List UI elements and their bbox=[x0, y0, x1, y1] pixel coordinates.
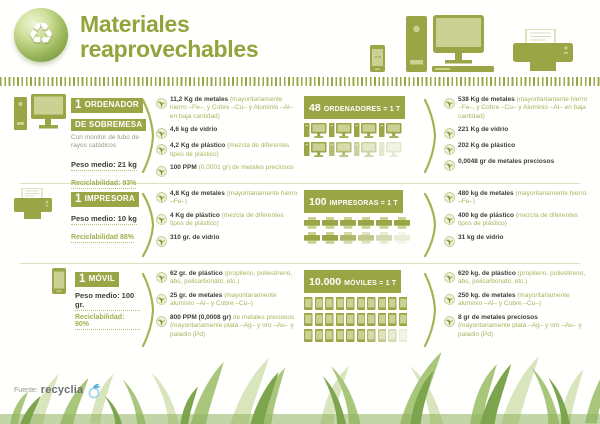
reciclabilidad: Reciclabilidad: 90% bbox=[75, 314, 140, 330]
material-item bbox=[444, 292, 588, 309]
sprout-leaf-icon bbox=[444, 126, 455, 137]
row-separator bbox=[20, 263, 580, 264]
desktop-computer-icon bbox=[14, 94, 66, 190]
chevron-right-icon bbox=[422, 94, 436, 181]
phone-icon bbox=[399, 329, 408, 342]
section-ordenador bbox=[0, 94, 600, 187]
smartphone-icon bbox=[14, 268, 70, 331]
material-item bbox=[444, 158, 588, 169]
ton-materials-list bbox=[436, 270, 594, 344]
phone-icon bbox=[304, 313, 313, 326]
printer-icon bbox=[376, 232, 392, 244]
ton-materials-list bbox=[436, 190, 594, 250]
sprout-leaf-icon bbox=[444, 292, 455, 303]
peso-medio: Peso medio: 100 gr. bbox=[75, 291, 140, 311]
sprout-leaf-icon bbox=[156, 314, 167, 325]
phone-icon bbox=[346, 313, 355, 326]
phone-icon bbox=[304, 297, 313, 310]
chevron-right-icon bbox=[422, 188, 436, 265]
sprout-leaf-icon bbox=[444, 212, 455, 223]
printer-icon bbox=[304, 217, 320, 229]
material-item bbox=[156, 314, 298, 339]
phone-icon bbox=[378, 329, 387, 342]
printer-icon bbox=[376, 217, 392, 229]
sprout-leaf-icon bbox=[444, 314, 455, 325]
tower-icon bbox=[406, 16, 427, 72]
chevron-right-icon bbox=[422, 268, 436, 355]
material-item bbox=[444, 270, 588, 287]
computer-icon bbox=[304, 142, 327, 158]
sprout-leaf-icon bbox=[444, 158, 455, 169]
material-text: 202 Kg de plástico bbox=[458, 142, 516, 150]
sprout-leaf-icon bbox=[156, 234, 167, 245]
equivalence-badge: 100 IMPRESORAS = 1 T bbox=[304, 190, 403, 213]
printer-icon bbox=[358, 217, 374, 229]
material-item bbox=[156, 270, 298, 287]
phone-icon bbox=[325, 297, 334, 310]
phone-icon bbox=[315, 329, 324, 342]
material-text: 480 kg de metales (mayoritariamente hierro –Fe–) bbox=[458, 190, 587, 206]
row-label: 1 MÓVIL bbox=[75, 272, 119, 287]
phone-icon bbox=[388, 297, 397, 310]
material-text: 100 PPM (0,0001 gr) de metales preciosos bbox=[170, 164, 294, 172]
phone-icon bbox=[388, 329, 397, 342]
material-text: 8 gr de metales preciosos (mayoritariamente plata –Ag– y oro –Au– y paladio (Pd) bbox=[458, 313, 582, 338]
recycle-arrows-glyph: ♻ bbox=[27, 18, 55, 51]
sprout-leaf-icon bbox=[156, 126, 167, 137]
material-item bbox=[444, 190, 588, 207]
material-text: 4,2 Kg de plástico (mezcla de diferentes tipos de plástico) bbox=[170, 142, 290, 158]
sprout-leaf-icon bbox=[156, 96, 167, 107]
phone-icon bbox=[336, 329, 345, 342]
material-item bbox=[444, 314, 588, 339]
phone-icon bbox=[315, 313, 324, 326]
computer-icon bbox=[379, 142, 402, 158]
equivalence-grid bbox=[304, 217, 418, 247]
peso-medio: Peso medio: 21 kg bbox=[71, 159, 137, 169]
material-text: 400 kg de plástico (mezcla de diferentes tipos de plástico) bbox=[458, 211, 578, 228]
row-label: 1 ORDENADOR bbox=[71, 98, 143, 113]
equivalence-column bbox=[304, 94, 422, 161]
chevron-right-icon bbox=[140, 268, 154, 355]
material-text: 538 Kg de metales (mayoritariamente hierro –Fe–, y Cobre –Cu– y Aluminio –Al– en baja cantidad) bbox=[458, 96, 588, 120]
phone-icon bbox=[399, 313, 408, 326]
material-item bbox=[156, 164, 298, 175]
material-text: 62 gr. de plástico (propileno, poliestireno, abs, policarbonato, etc.) bbox=[170, 270, 293, 286]
unit-materials-list bbox=[154, 270, 304, 344]
sprout-leaf-icon bbox=[156, 292, 167, 303]
material-text: 31 kg de vidrio bbox=[458, 233, 504, 241]
chevron-right-icon bbox=[140, 188, 154, 265]
material-item bbox=[156, 212, 298, 229]
phone-icon bbox=[336, 313, 345, 326]
phone-icon bbox=[378, 297, 387, 310]
phone-icon bbox=[336, 297, 345, 310]
row-sublabel: Con monitor de tubo de rayos catódicos bbox=[71, 134, 139, 150]
unit-materials-list bbox=[154, 190, 304, 250]
material-text: 221 Kg de vidrio bbox=[458, 126, 509, 134]
material-item bbox=[444, 212, 588, 229]
material-item bbox=[444, 234, 588, 245]
computer-icon bbox=[329, 123, 352, 139]
computer-icon bbox=[354, 142, 377, 158]
phone-icon bbox=[357, 297, 366, 310]
equivalence-badge: 48 ORDENADORES = 1 T bbox=[304, 96, 405, 119]
ordenador-summary bbox=[0, 94, 143, 190]
phone-icon bbox=[346, 297, 355, 310]
material-item bbox=[156, 190, 298, 207]
sprout-leaf-icon bbox=[444, 234, 455, 245]
material-item bbox=[444, 142, 588, 153]
phone-icon bbox=[325, 329, 334, 342]
sprout-leaf-icon bbox=[444, 190, 455, 201]
printer-icon bbox=[322, 232, 338, 244]
unit-materials-list bbox=[154, 96, 304, 180]
source-label: Fuente: bbox=[14, 386, 38, 394]
phone-icon bbox=[367, 297, 376, 310]
sprout-leaf-icon bbox=[444, 96, 455, 107]
chevron-right-icon bbox=[140, 94, 154, 181]
sprout-leaf-icon bbox=[156, 270, 167, 281]
ton-materials-list bbox=[436, 96, 594, 174]
printer-icon bbox=[394, 217, 410, 229]
material-item bbox=[156, 292, 298, 309]
phone-icon bbox=[357, 329, 366, 342]
phone-icon bbox=[367, 313, 376, 326]
material-item bbox=[156, 96, 298, 121]
peso-medio: Peso medio: 10 kg bbox=[71, 214, 137, 223]
recyclia-bird-logo bbox=[86, 381, 104, 399]
printer-icon bbox=[340, 232, 356, 244]
section-movil bbox=[0, 268, 600, 356]
equivalence-column bbox=[304, 188, 422, 247]
printer-icon bbox=[340, 217, 356, 229]
sprout-leaf-icon bbox=[156, 212, 167, 223]
equivalence-column bbox=[304, 268, 422, 345]
phone-icon bbox=[357, 313, 366, 326]
page-title bbox=[80, 12, 258, 62]
reciclabilidad: Reciclabilidad 88% bbox=[71, 234, 135, 241]
material-text: 620 kg. de plástico (propileno, poliestireno, abs, policarbonato, etc.) bbox=[458, 270, 586, 286]
material-text: 4,6 kg de vidrio bbox=[170, 126, 218, 134]
material-item bbox=[444, 126, 588, 137]
source-credit bbox=[14, 381, 104, 399]
phone-icon bbox=[315, 297, 324, 310]
section-impresora bbox=[0, 188, 600, 262]
phone-icon bbox=[304, 329, 313, 342]
row-label: 1 IMPRESORA bbox=[71, 192, 139, 207]
computer-icon bbox=[329, 142, 352, 158]
printer-icon bbox=[304, 232, 320, 244]
phone-icon bbox=[378, 313, 387, 326]
phone-icon bbox=[325, 313, 334, 326]
smartphone-icon bbox=[370, 45, 385, 72]
equivalence-badge: 10.000 MÓVILES = 1 T bbox=[304, 270, 401, 293]
phone-icon bbox=[346, 329, 355, 342]
sprout-leaf-icon bbox=[444, 270, 455, 281]
material-item bbox=[156, 142, 298, 159]
title-line2: reaprovechables bbox=[80, 35, 259, 62]
source-brand: recyclia bbox=[40, 384, 84, 396]
movil-summary bbox=[0, 268, 140, 331]
material-text: 25 gr. de metales (mayoritariamente aluminio –Al– y Cobre –Cu–) bbox=[170, 291, 277, 308]
equivalence-grid bbox=[304, 123, 418, 161]
material-text: 4 Kg de plástico (mezcla de diferentes tipos de plástico) bbox=[170, 211, 284, 228]
sprout-leaf-icon bbox=[444, 142, 455, 153]
printer-icon bbox=[358, 232, 374, 244]
material-text: 250 kg. de metales (mayoritariamente aluminio –Al– y Cobre –Cu–) bbox=[458, 291, 570, 308]
computer-icon bbox=[304, 123, 327, 139]
computer-icon bbox=[379, 123, 402, 139]
printer-icon bbox=[322, 217, 338, 229]
title-line1: Materiales bbox=[80, 11, 190, 37]
divider-ticker bbox=[0, 77, 600, 86]
phone-icon bbox=[388, 313, 397, 326]
printer-icon bbox=[14, 188, 66, 244]
material-text: 4,8 Kg de metales (mayoritariamente hierro –Fe–) bbox=[170, 190, 298, 206]
sprout-leaf-icon bbox=[156, 164, 167, 175]
impresora-summary bbox=[0, 188, 140, 244]
phone-icon bbox=[399, 297, 408, 310]
printer-icon bbox=[394, 232, 410, 244]
sprout-leaf-icon bbox=[156, 190, 167, 201]
material-item bbox=[444, 96, 588, 121]
material-item bbox=[156, 234, 298, 245]
sprout-leaf-icon bbox=[156, 142, 167, 153]
header-device-icons bbox=[370, 10, 582, 72]
material-text: 11,2 Kg de metales (mayoritariamente hierro –Fe–, y Cobre –Cu– y Aluminio –Al– en baja cantidad) bbox=[170, 96, 294, 120]
computer-icon bbox=[354, 123, 377, 139]
equivalence-grid bbox=[304, 297, 418, 345]
recycle-globe-icon bbox=[14, 8, 68, 62]
phone-icon bbox=[367, 329, 376, 342]
material-text: 310 gr. de vidrio bbox=[170, 233, 220, 241]
monitor-keyboard-icon bbox=[432, 15, 494, 72]
material-item bbox=[156, 126, 298, 137]
material-text: 0,0048 gr de metales preciosos bbox=[458, 158, 555, 166]
row-label-line2: DE SOBREMESA bbox=[71, 119, 146, 131]
reciclabilidad: Reciclabilidad: 93% bbox=[71, 179, 137, 187]
material-text: 800 PPM (0,0008 gr) de metales preciosos (mayoritariamente plata –Ag– y oro –Au– y paladio (Pd) bbox=[170, 313, 295, 338]
printer-icon bbox=[513, 29, 573, 72]
